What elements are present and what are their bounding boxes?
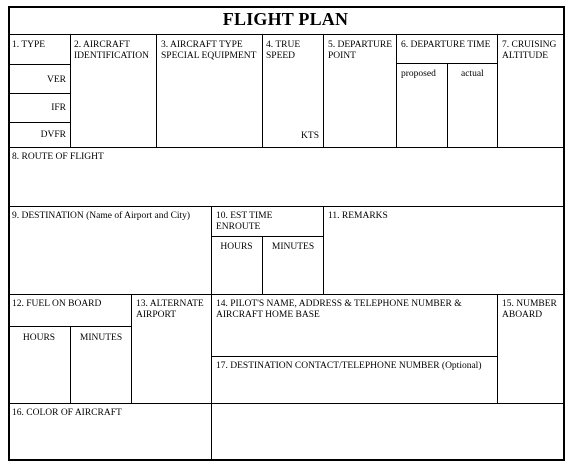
destination-contact-label: 17. DESTINATION CONTACT/TELEPHONE NUMBER (Optional) xyxy=(216,361,482,371)
destination-label: 9. DESTINATION (Name of Airport and City) xyxy=(12,211,191,221)
number-aboard-label-2: ABOARD xyxy=(502,310,543,320)
true-speed-label-1: 4. TRUE xyxy=(266,40,301,50)
departure-time-label: 6. DEPARTURE TIME xyxy=(401,40,491,50)
divider-departure-time-sub xyxy=(396,63,497,64)
fuel-label: 12. FUEL ON BOARD xyxy=(12,299,102,309)
alternate-airport-label-2: AIRPORT xyxy=(136,310,177,320)
divider-v-departure-time xyxy=(497,34,498,147)
divider-type-3 xyxy=(8,122,70,123)
est-time-hours: HOURS xyxy=(220,242,253,252)
est-time-minutes: MINUTES xyxy=(271,242,315,252)
true-speed-label-2: SPEED xyxy=(266,51,296,61)
aircraft-id-label-2: IDENTIFICATION xyxy=(74,51,149,61)
fuel-minutes: MINUTES xyxy=(79,333,123,343)
type-label: 1. TYPE xyxy=(12,40,46,50)
divider-est-time-sub xyxy=(211,236,323,237)
divider-row3-bottom xyxy=(8,294,565,295)
fuel-hours: HOURS xyxy=(22,333,56,343)
divider-v-pilot xyxy=(497,294,498,403)
type-option-ifr[interactable]: IFR xyxy=(51,103,66,113)
divider-v-alternate xyxy=(211,294,212,460)
route-label: 8. ROUTE OF FLIGHT xyxy=(12,152,104,162)
pilot-info-label-2: AIRCRAFT HOME BASE xyxy=(216,310,320,320)
aircraft-id-label-1: 2. AIRCRAFT xyxy=(74,40,130,50)
divider-v-aircraft-id xyxy=(156,34,157,147)
divider-row1-bottom xyxy=(8,147,565,148)
divider-v-departure-point xyxy=(396,34,397,147)
form-border-top xyxy=(8,6,565,8)
true-speed-unit: KTS xyxy=(301,131,319,141)
est-time-label-1: 10. EST TIME xyxy=(216,211,273,221)
divider-under-title xyxy=(8,34,565,35)
aircraft-type-label-2: SPECIAL EQUIPMENT xyxy=(161,51,257,61)
divider-v-est-time xyxy=(323,206,324,294)
color-label: 16. COLOR OF AIRCRAFT xyxy=(12,408,122,418)
alternate-airport-label-1: 13. ALTERNATE xyxy=(136,299,204,309)
remarks-label: 11. REMARKS xyxy=(328,211,388,221)
departure-point-label-1: 5. DEPARTURE xyxy=(328,40,393,50)
est-time-label-2: ENROUTE xyxy=(216,222,261,232)
type-option-dvfr[interactable]: DVFR xyxy=(40,130,66,140)
divider-pilot-contact xyxy=(211,356,497,357)
divider-v-type xyxy=(70,34,71,147)
departure-time-proposed: proposed xyxy=(401,69,436,79)
divider-v-fuel xyxy=(131,294,132,403)
pilot-info-label-1: 14. PILOT'S NAME, ADDRESS & TELEPHONE NUMBER & xyxy=(216,299,462,309)
divider-type-1 xyxy=(8,64,70,65)
form-title: FLIGHT PLAN xyxy=(222,9,349,29)
aircraft-type-label-1: 3. AIRCRAFT TYPE xyxy=(161,40,243,50)
number-aboard-label-1: 15. NUMBER xyxy=(502,299,557,309)
divider-type-2 xyxy=(8,93,70,94)
form-border-left xyxy=(8,6,10,461)
cruising-altitude-label-1: 7. CRUISING xyxy=(502,40,557,50)
cruising-altitude-label-2: ALTITUDE xyxy=(502,51,549,61)
departure-time-actual: actual xyxy=(461,69,484,79)
divider-row2-bottom xyxy=(8,206,565,207)
divider-v-aircraft-type xyxy=(262,34,263,147)
type-option-ver[interactable]: VER xyxy=(47,75,66,85)
divider-v-proposed-actual xyxy=(447,63,448,147)
divider-v-true-speed xyxy=(323,34,324,147)
form-border-bottom xyxy=(8,459,565,461)
divider-row4-bottom xyxy=(8,403,565,404)
departure-point-label-2: POINT xyxy=(328,51,356,61)
form-border-right xyxy=(563,6,565,461)
